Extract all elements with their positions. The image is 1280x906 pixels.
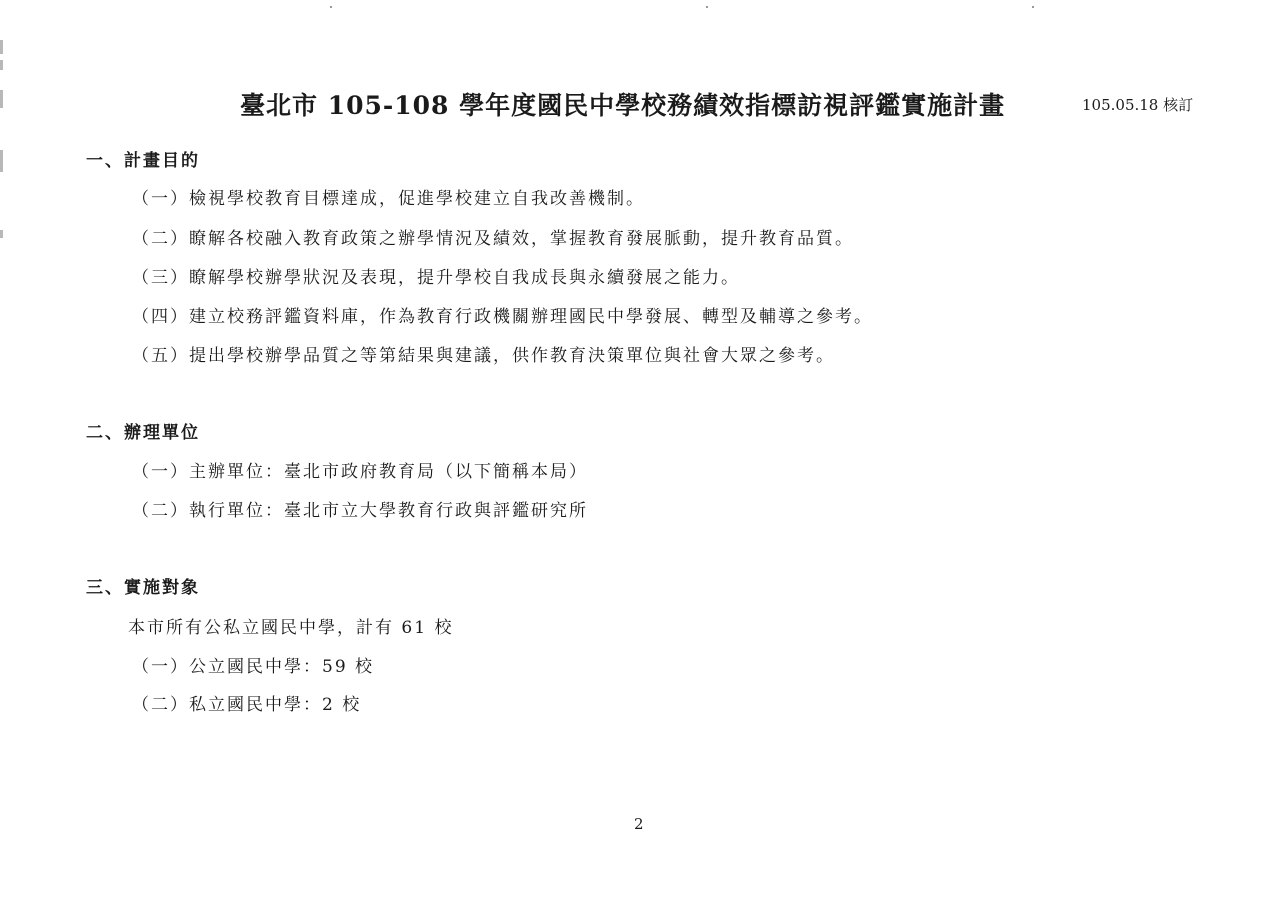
target-item: （一）公立國民中學：59 校	[132, 657, 375, 677]
scan-artifact	[0, 60, 3, 70]
page-number: 2	[634, 815, 644, 833]
organizer-item: （一）主辦單位：臺北市政府教育局（以下簡稱本局）	[132, 462, 588, 482]
section-heading-targets: 三、實施對象	[86, 578, 200, 598]
section-heading-purpose: 一、計畫目的	[86, 151, 200, 171]
scan-artifact	[0, 40, 3, 54]
scan-artifact	[0, 90, 3, 108]
scan-artifact	[0, 230, 3, 238]
purpose-item: （五）提出學校辦學品質之等第結果與建議，供作教育決策單位與社會大眾之參考。	[132, 346, 835, 366]
scan-artifact	[0, 150, 3, 172]
scan-artifact	[706, 6, 708, 8]
section-heading-organizers: 二、辦理單位	[86, 423, 200, 443]
scan-artifact	[330, 6, 332, 8]
document-title: 臺北市 105-108 學年度國民中學校務績效指標訪視評鑑實施計畫	[240, 91, 1006, 120]
purpose-item: （一）檢視學校教育目標達成，促進學校建立自我改善機制。	[132, 189, 645, 209]
scan-artifact	[1032, 6, 1034, 8]
purpose-item: （三）瞭解學校辦學狀況及表現，提升學校自我成長與永續發展之能力。	[132, 268, 740, 288]
targets-intro: 本市所有公私立國民中學，計有 61 校	[128, 618, 454, 638]
organizer-item: （二）執行單位：臺北市立大學教育行政與評鑑研究所	[132, 501, 588, 521]
purpose-item: （四）建立校務評鑑資料庫，作為教育行政機關辦理國民中學發展、轉型及輔導之參考。	[132, 307, 873, 327]
target-item: （二）私立國民中學：2 校	[132, 695, 362, 715]
approval-date: 105.05.18 核訂	[1082, 96, 1194, 114]
purpose-item: （二）瞭解各校融入教育政策之辦學情況及績效，掌握教育發展脈動，提升教育品質。	[132, 229, 854, 249]
